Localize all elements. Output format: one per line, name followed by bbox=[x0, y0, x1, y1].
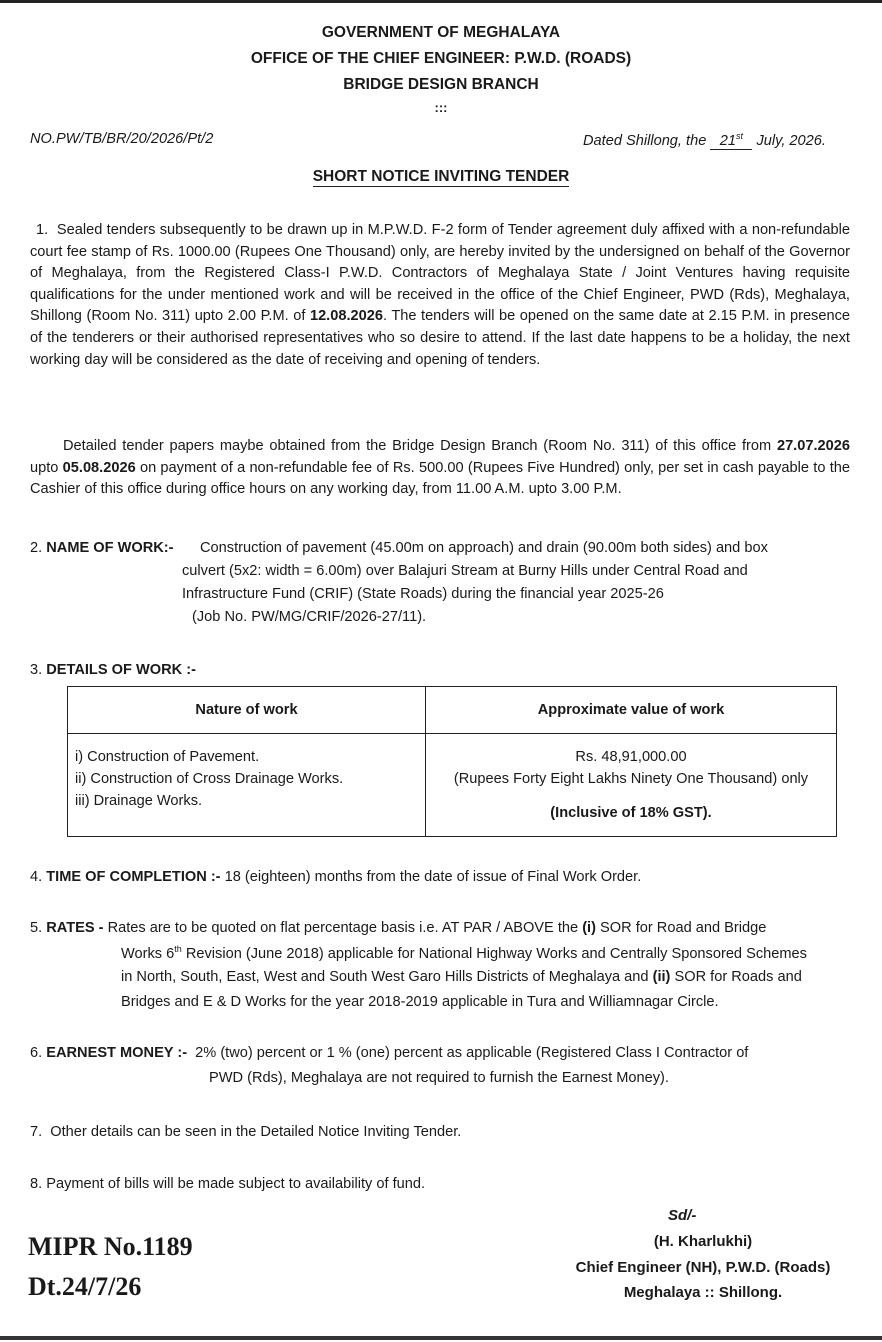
header-separator: ::: bbox=[434, 100, 448, 115]
section-6-line-2: PWD (Rds), Meghalaya are not required to furnish the Earnest Money). bbox=[209, 1070, 669, 1086]
section-2-job-number: (Job No. PW/MG/CRIF/2026-27/11). bbox=[192, 609, 427, 625]
section-3-heading: 3. DETAILS OF WORK :- bbox=[30, 662, 196, 678]
paragraph-1: 1. Sealed tenders subsequently to be drawn up in M.P.W.D. F-2 form of Tender agreement duly affixed with a non-refundable court fee stamp of Rs. 1000.00 (Rupees One Thousand) only, are hereby invited by the undersigned on behalf of the Governor of Meghalaya, from the Registered Class-I P.W.D. Contractors of Meghalaya State / Joint Ventures having requisite qualifications for the under mentioned work and will be received in the office of the Chief Engineer, PWD (Rds), Meghalaya, Shillong (Room No. 311) upto 2.00 P.M. of 12.08.2026. The tenders will be opened on the same date at 2.15 P.M. in presence of the tenderers or their authorised representatives who so desire to attend. If the last date happens to be a holiday, the next working day will be considered as the date of receiving and opening of tenders. bbox=[30, 222, 851, 368]
section-2-line-3: Infrastructure Fund (CRIF) (State Roads) during the financial year 2025-26 bbox=[182, 586, 664, 602]
work-amount: Rs. 48,91,000.00 bbox=[575, 749, 687, 765]
table-header-value: Approximate value of work bbox=[426, 687, 837, 734]
dated-prefix: Dated Shillong, the bbox=[583, 132, 707, 149]
section-2-line-1: Construction of pavement (45.00m on approach) and drain (90.00m both sides) and box bbox=[200, 540, 768, 556]
section-5-line-3: in North, South, East, West and South West Garo Hills Districts of Meghalaya and (ii) SOR for Roads and bbox=[121, 969, 802, 985]
details-of-work-table bbox=[67, 686, 837, 837]
signatory-name: (H. Kharlukhi) bbox=[653, 1233, 753, 1250]
top-border bbox=[0, 0, 882, 3]
bottom-border bbox=[0, 1336, 882, 1340]
signatory-designation: Chief Engineer (NH), P.W.D. (Roads) bbox=[575, 1259, 831, 1276]
mipr-number: MIPR No.1189 bbox=[28, 1232, 193, 1261]
section-2-heading: 2. NAME OF WORK:- bbox=[30, 540, 174, 556]
section-5-line-4: Bridges and E & D Works for the year 2018-2019 applicable in Tura and Williamnagar Circle. bbox=[121, 994, 719, 1010]
table-header-nature: Nature of work bbox=[68, 687, 426, 734]
paragraph-1-sub: Detailed tender papers maybe obtained from the Bridge Design Branch (Room No. 311) of this office from 27.07.2026 upto 05.08.2026 on payment of a non-refundable fee of Rs. 500.00 (Rupees Five Hundred) only, per set in cash payable to the Cashier of this office during office hours on any working day, from 11.00 A.M. upto 3.00 P.M. bbox=[30, 438, 850, 498]
work-item: i) Construction of Pavement. bbox=[75, 749, 260, 765]
opening-date: 12.08.2026 bbox=[309, 308, 383, 325]
gst-note: (Inclusive of 18% GST). bbox=[550, 805, 712, 821]
dated-month-year: July, 2026. bbox=[756, 132, 826, 149]
notice-title: SHORT NOTICE INVITING TENDER bbox=[312, 168, 570, 185]
mipr-date: Dt.24/7/26 bbox=[28, 1272, 142, 1301]
work-item: iii) Drainage Works. bbox=[75, 793, 203, 809]
section-7: 7. Other details can be seen in the Detailed Notice Inviting Tender. bbox=[30, 1124, 462, 1140]
dated-line bbox=[583, 131, 826, 150]
section-2-line-2: culvert (5x2: width = 6.00m) over Balajuri Stream at Burny Hills under Central Road and bbox=[182, 563, 748, 579]
table-header-row bbox=[68, 687, 837, 734]
header-branch: BRIDGE DESIGN BRANCH bbox=[343, 76, 539, 93]
table-cell-value bbox=[426, 734, 837, 837]
issue-from-date: 27.07.2026 bbox=[776, 438, 850, 454]
section-8: 8. Payment of bills will be made subject to availability of fund. bbox=[30, 1176, 426, 1192]
work-amount-words: (Rupees Forty Eight Lakhs Ninety One Thousand) only bbox=[453, 771, 809, 787]
section-5-line-2: Works 6th Revision (June 2018) applicable for National Highway Works and Centrally Sponsored Schemes bbox=[121, 944, 807, 962]
table-row bbox=[68, 734, 837, 837]
reference-number: NO.PW/TB/BR/20/2026/Pt/2 bbox=[30, 131, 214, 147]
dated-day: 21st bbox=[710, 131, 752, 150]
work-item: ii) Construction of Cross Drainage Works. bbox=[75, 771, 344, 787]
section-6-line-1: 6. EARNEST MONEY :- 2% (two) percent or 1 % (one) percent as applicable (Registered Class I Contractor of bbox=[30, 1045, 749, 1061]
table-cell-nature bbox=[68, 734, 426, 837]
signature-sd: Sd/- bbox=[668, 1207, 697, 1224]
header-government: GOVERNMENT OF MEGHALAYA bbox=[321, 24, 561, 41]
signatory-place: Meghalaya :: Shillong. bbox=[623, 1284, 783, 1301]
section-4: 4. TIME OF COMPLETION :- 18 (eighteen) months from the date of issue of Final Work Order. bbox=[30, 869, 642, 885]
section-5-line-1: 5. RATES - Rates are to be quoted on flat percentage basis i.e. AT PAR / ABOVE the (i) SOR for Road and Bridge bbox=[30, 920, 767, 936]
issue-to-date: 05.08.2026 bbox=[62, 459, 136, 476]
header-office: OFFICE OF THE CHIEF ENGINEER: P.W.D. (ROADS) bbox=[250, 50, 632, 67]
